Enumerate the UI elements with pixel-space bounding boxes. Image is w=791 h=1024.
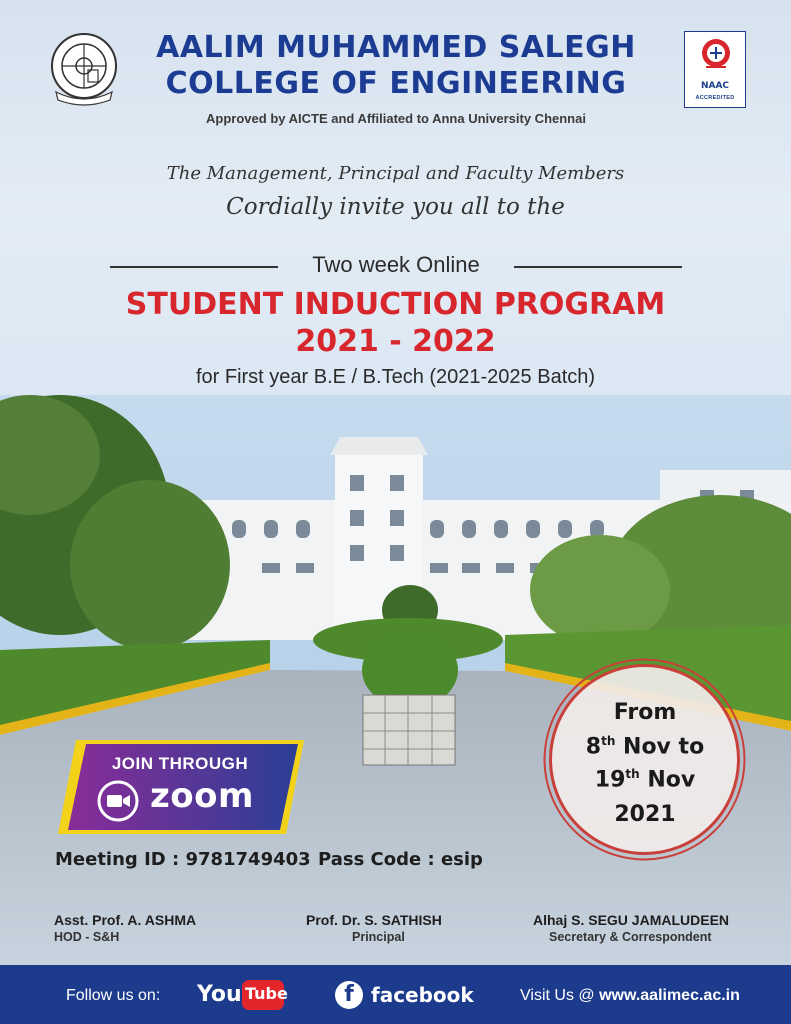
event-audience: for First year B.E / B.Tech (2021-2025 Batch) [195, 366, 596, 388]
signatory-2-role: Principal [352, 930, 405, 944]
date-from: From [613, 700, 677, 725]
pass-code: Pass Code : esip [318, 849, 483, 870]
signatory-3-name: Alhaj S. SEGU JAMALUDEEN [533, 912, 730, 928]
approval-text: Approved by AICTE and Affiliated to Anna University Chennai [206, 111, 586, 126]
signatory-3-role: Secretary & Correspondent [549, 930, 712, 944]
website-link[interactable]: Visit Us @ www.aalimec.ac.in [520, 987, 740, 1004]
invitation-line2: Cordially invite you all to the [226, 194, 565, 220]
join-through-label: JOIN THROUGH [111, 754, 249, 773]
date-end: 19th Nov [594, 767, 696, 793]
invitation-line1: The Management, Principal and Faculty Members [166, 163, 625, 184]
naac-subtitle: ACCREDITED [695, 95, 735, 101]
signatory-1-name: Asst. Prof. A. ASHMA [54, 912, 197, 928]
college-name-line2: COLLEGE OF ENGINEERING [165, 66, 627, 101]
event-duration: Two week Online [312, 252, 480, 277]
youtube-logo-you[interactable]: You [197, 982, 242, 1007]
youtube-logo-tube[interactable]: Tube [245, 984, 288, 1003]
divider-left [110, 266, 278, 268]
facebook-icon-letter[interactable]: f [344, 982, 354, 1007]
event-title: STUDENT INDUCTION PROGRAM [125, 287, 666, 322]
date-year: 2021 [614, 802, 676, 827]
date-circle [542, 657, 747, 862]
divider-right [514, 266, 682, 268]
college-name-line1: AALIM MUHAMMED SALEGH [156, 30, 636, 65]
date-start: 8th Nov to [585, 734, 705, 760]
zoom-wordmark: zoom [150, 776, 254, 816]
signatory-2-name: Prof. Dr. S. SATHISH [306, 912, 442, 928]
zoom-camera-icon [97, 780, 139, 822]
follow-us-label: Follow us on: [66, 987, 161, 1004]
academic-year: 2021 - 2022 [295, 324, 496, 359]
naac-badge [684, 31, 746, 108]
meeting-id: Meeting ID : 9781749403 [55, 849, 311, 870]
naac-label: NAAC [700, 81, 730, 91]
naac-emblem-icon [700, 37, 732, 77]
signatory-1-role: HOD - S&H [54, 930, 120, 944]
facebook-link[interactable]: facebook [371, 983, 474, 1007]
college-logo [46, 30, 122, 106]
